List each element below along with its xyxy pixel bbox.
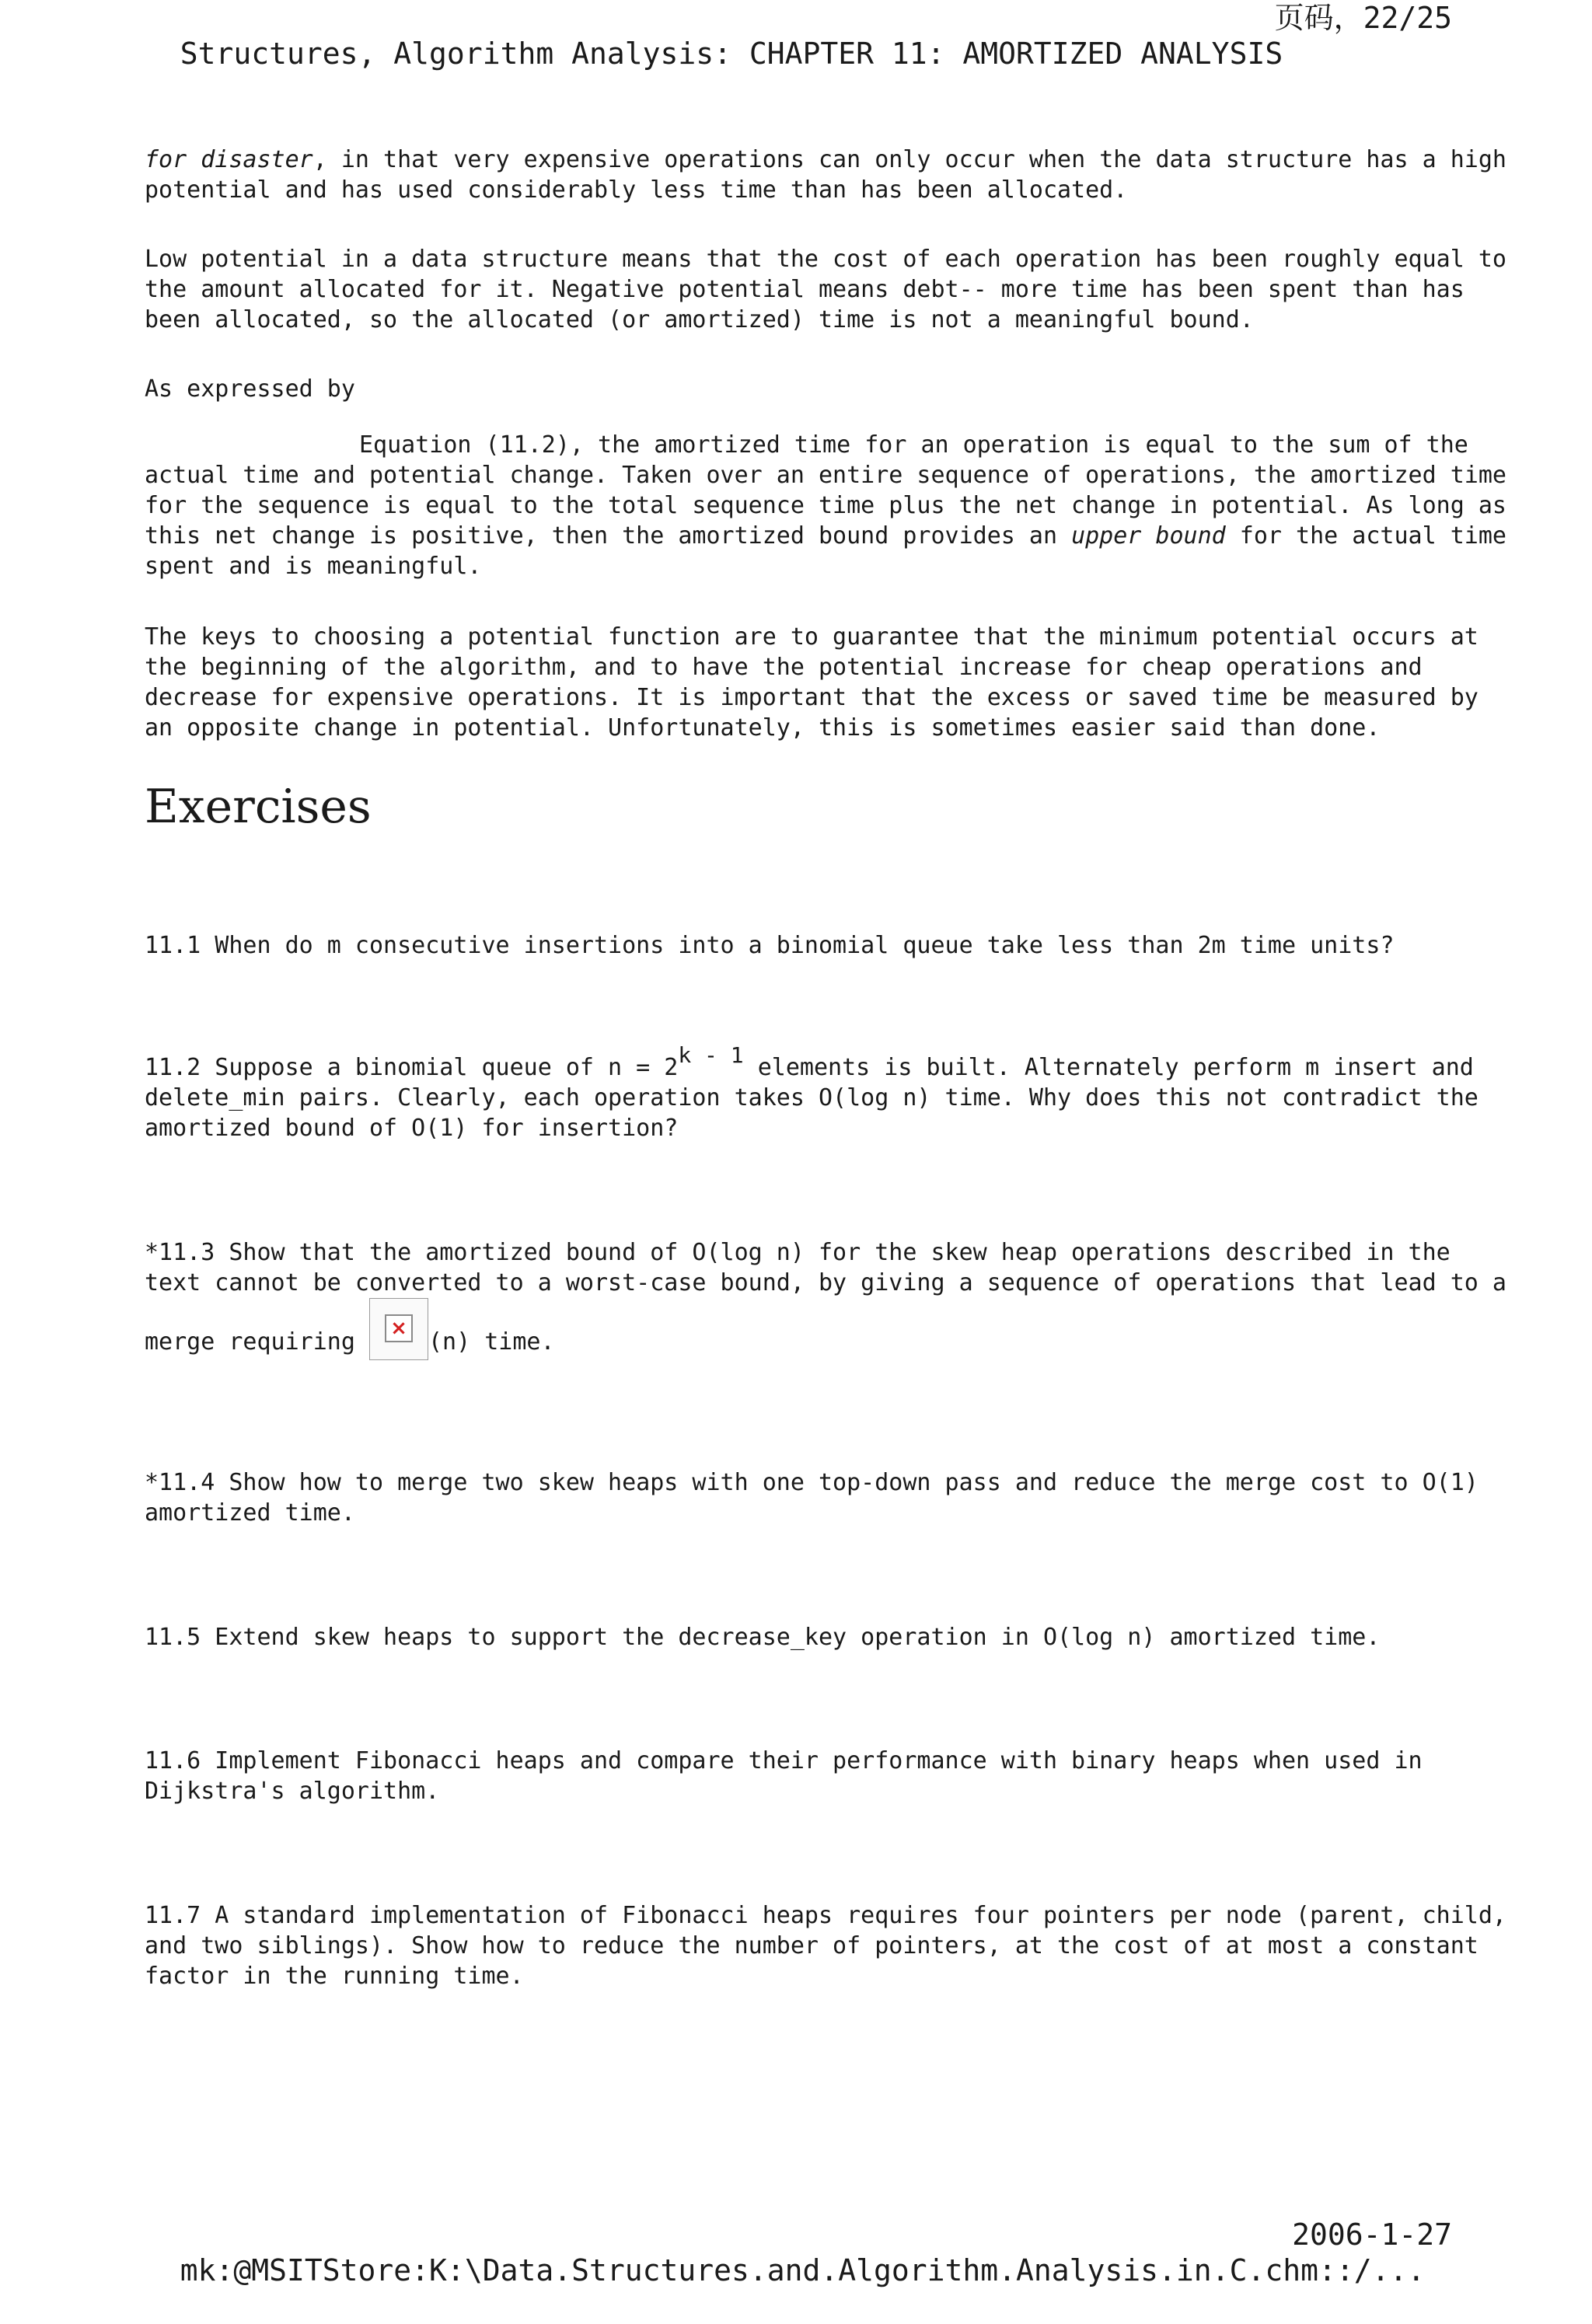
broken-image-icon: [369, 1298, 428, 1360]
paragraph-equation: Equation (11.2), the amortized time for an operation is equal to the sum of the actual time and potential change. Taken over an entire sequence of operations, the amortized time for the sequence is equal to the total sequence time plus the net change in potential. As long as this net change is positive, then the amortized bound provides an upper bound for the actual time spent and is meaningful.: [145, 431, 1506, 580]
footer-path: mk:@MSITStore:K:\Data.Structures.and.Algorithm.Analysis.in.C.chm::/...: [180, 2253, 1426, 2287]
exercise-11-4: *11.4 Show how to merge two skew heaps with one top-down pass and reduce the merge cost to O(1) amortized time.: [145, 1469, 1479, 1527]
page-header: [145, 0, 1452, 107]
exercise-11-1: 11.1 When do m consecutive insertions into a binomial queue take less than 2m time units?: [145, 932, 1395, 959]
exercise-11-7: 11.7 A standard implementation of Fibonacci heaps requires four pointers per node (parent, child, and two siblings). Show how to reduce the number of pointers, at the cost of at most a constant factor in the running time.: [145, 1902, 1506, 1990]
header-title: Structures, Algorithm Analysis: CHAPTER 11: AMORTIZED ANALYSIS: [180, 37, 1283, 71]
emphasis-upper-bound: upper bound: [1071, 522, 1226, 550]
page-footer: [145, 2217, 1452, 2324]
paragraph-keys: The keys to choosing a potential function are to guarantee that the minimum potential occurs at the beginning of the algorithm, and to have the potential increase for cheap operations and decrease for expensive operations. It is important that the excess or saved time be measured by an opposite change in potential. Unfortunately, this is sometimes easier said than done.: [145, 623, 1479, 742]
equation-link-text: Equation (11.2), the amortized time for an operation is equal to the sum of the: [359, 431, 1468, 459]
paragraph-low-potential: Low potential in a data structure means that the cost of each operation has been roughly equal to the amount allocated for it. Negative potential means debt-- more time has been spent than has been allocated, so the allocated (or amortized) time is not a meaningful bound.: [145, 246, 1506, 333]
footer-date: 2006-1-27: [1292, 2218, 1452, 2252]
exercises-heading: Exercises: [145, 780, 372, 834]
emphasis-text: for disaster: [145, 146, 313, 173]
close-icon: ×: [385, 1314, 413, 1342]
exercise-11-5: 11.5 Extend skew heaps to support the decrease_key operation in O(log n) amortized time.: [145, 1624, 1381, 1651]
exponent: k - 1: [678, 1042, 744, 1068]
exercise-11-3: *11.3 Show that the amortized bound of O(log n) for the skew heap operations described in the text cannot be converted to a worst-case bound, by giving a sequence of operations that lead to a merge requiring × (n) time.: [145, 1237, 1451, 1360]
exercise-11-6: 11.6 Implement Fibonacci heaps and compare their performance with binary heaps when used in Dijkstra's algorithm.: [145, 1747, 1423, 1805]
page-number: 页码，22/25: [1274, 1, 1452, 35]
exercise-11-2: 11.2 Suppose a binomial queue of $n = 2^{k - 1}$ elements is built. Alternately perform m insert and delete_min pairs. Clearly, each operation takes O(log n) time. Why does this not contradict the amortized bound of O(1) for insertion?: [145, 1042, 1479, 1142]
paragraph-as-expressed: As expressed by: [145, 375, 355, 403]
paragraph-disaster: for disaster, in that very expensive operations can only occur when the data structure has a high potential and has used considerably less time than has been allocated.: [145, 146, 1506, 204]
